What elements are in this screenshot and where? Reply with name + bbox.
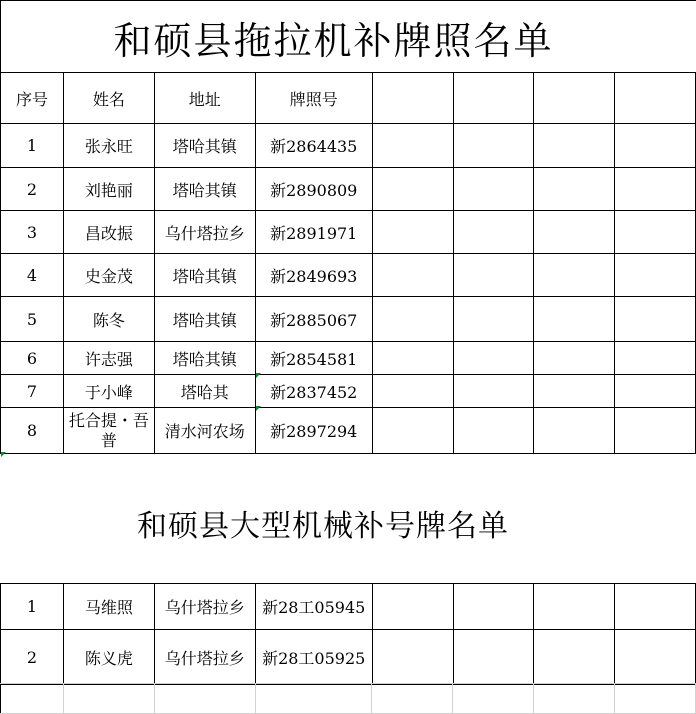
cell-name[interactable]: 昌改振 (63, 211, 154, 254)
cell-error-marker (256, 406, 261, 411)
empty-cell[interactable] (453, 73, 534, 124)
tractor-table (0, 72, 696, 454)
cell-address[interactable]: 乌什塔拉乡 (154, 211, 255, 254)
empty-cell[interactable] (372, 684, 453, 714)
empty-cell[interactable] (453, 630, 534, 685)
cell-address[interactable]: 塔哈其镇 (154, 124, 255, 168)
empty-cell[interactable] (534, 73, 615, 124)
empty-cell[interactable] (615, 408, 696, 454)
table-row (1, 684, 696, 714)
empty-cell[interactable] (615, 684, 696, 714)
empty-cell[interactable] (255, 684, 372, 714)
cell-name[interactable]: 许志强 (63, 342, 154, 375)
table-row (1, 168, 696, 211)
cell-plate[interactable]: 新2864435 (255, 124, 372, 168)
cell-address[interactable]: 塔哈其 (154, 375, 255, 408)
cell-plate[interactable]: 新2885067 (255, 297, 372, 342)
empty-cell[interactable] (615, 124, 696, 168)
empty-cell[interactable] (453, 297, 534, 342)
cell-name[interactable]: 陈义虎 (63, 630, 154, 685)
empty-cell[interactable] (453, 408, 534, 454)
cell-no[interactable]: 3 (1, 211, 64, 254)
cell-plate[interactable]: 新2849693 (255, 254, 372, 297)
empty-cell[interactable] (372, 630, 453, 685)
empty-cell[interactable] (534, 297, 615, 342)
table-row (1, 297, 696, 342)
empty-cell[interactable] (615, 342, 696, 375)
cell-plate[interactable]: 新2854581 (255, 342, 372, 375)
cell-plate[interactable]: 新2897294 (255, 408, 372, 454)
table-row (1, 211, 696, 254)
empty-cell[interactable] (534, 408, 615, 454)
cell-plate[interactable]: 新2890809 (255, 168, 372, 211)
empty-cell[interactable] (372, 73, 453, 124)
header-no[interactable]: 序号 (1, 73, 64, 124)
cell-name[interactable]: 于小峰 (63, 375, 154, 408)
empty-cell[interactable] (615, 375, 696, 408)
empty-cell[interactable] (63, 684, 154, 714)
cell-address[interactable]: 清水河农场 (154, 408, 255, 454)
cell-name[interactable]: 陈冬 (63, 297, 154, 342)
table-row (1, 342, 696, 375)
empty-cell[interactable] (453, 375, 534, 408)
empty-cell[interactable] (453, 124, 534, 168)
empty-cell[interactable] (615, 211, 696, 254)
empty-cell[interactable] (372, 584, 453, 630)
cell-no[interactable]: 1 (1, 584, 64, 630)
cell-plate[interactable]: 新28工05925 (255, 630, 372, 685)
table-row (1, 254, 696, 297)
empty-cell[interactable] (453, 168, 534, 211)
empty-cell[interactable] (372, 342, 453, 375)
empty-cell[interactable] (615, 584, 696, 630)
empty-cell[interactable] (615, 73, 696, 124)
cell-address[interactable]: 乌什塔拉乡 (154, 630, 255, 685)
cell-plate[interactable]: 新2837452 (255, 375, 372, 408)
empty-cell[interactable] (453, 584, 534, 630)
cell-no[interactable]: 1 (1, 124, 64, 168)
table-row (1, 584, 696, 630)
header-name[interactable]: 姓名 (63, 73, 154, 124)
machinery-list-title: 和硕县大型机械补号牌名单 (137, 508, 509, 544)
empty-cell[interactable] (372, 297, 453, 342)
empty-cell[interactable] (615, 297, 696, 342)
empty-cell[interactable] (372, 375, 453, 408)
header-row (1, 73, 696, 124)
empty-cell[interactable] (534, 254, 615, 297)
empty-grid-row (0, 683, 696, 714)
cell-name[interactable]: 史金茂 (63, 254, 154, 297)
cell-name[interactable]: 张永旺 (63, 124, 154, 168)
empty-cell[interactable] (1, 684, 64, 714)
empty-cell[interactable] (453, 254, 534, 297)
machinery-table (0, 583, 696, 685)
empty-cell[interactable] (534, 684, 615, 714)
empty-cell[interactable] (372, 254, 453, 297)
cell-plate[interactable]: 新28工05945 (255, 584, 372, 630)
cell-no[interactable]: 5 (1, 297, 64, 342)
empty-cell[interactable] (534, 211, 615, 254)
empty-cell[interactable] (534, 375, 615, 408)
cell-no[interactable]: 7 (1, 375, 64, 408)
table-row (1, 375, 696, 408)
empty-cell[interactable] (372, 211, 453, 254)
cell-error-marker (256, 373, 261, 378)
cell-address[interactable]: 塔哈其镇 (154, 168, 255, 211)
empty-cell[interactable] (615, 630, 696, 685)
empty-cell[interactable] (615, 168, 696, 211)
cell-no[interactable]: 2 (1, 630, 64, 685)
cell-no[interactable]: 6 (1, 342, 64, 375)
empty-cell[interactable] (372, 124, 453, 168)
empty-cell[interactable] (372, 168, 453, 211)
empty-cell[interactable] (453, 211, 534, 254)
cell-address[interactable]: 塔哈其镇 (154, 254, 255, 297)
empty-cell[interactable] (534, 584, 615, 630)
cell-no[interactable]: 8 (1, 408, 64, 454)
cell-name[interactable]: 马维照 (63, 584, 154, 630)
header-address[interactable]: 地址 (154, 73, 255, 124)
empty-cell[interactable] (534, 342, 615, 375)
empty-cell[interactable] (154, 684, 255, 714)
empty-cell[interactable] (615, 254, 696, 297)
empty-cell[interactable] (453, 684, 534, 714)
cell-address[interactable]: 乌什塔拉乡 (154, 584, 255, 630)
cell-address[interactable]: 塔哈其镇 (154, 297, 255, 342)
header-plate[interactable]: 牌照号 (255, 73, 372, 124)
table-row (1, 124, 696, 168)
empty-cell[interactable] (534, 124, 615, 168)
empty-cell[interactable] (534, 630, 615, 685)
cell-plate[interactable]: 新2891971 (255, 211, 372, 254)
cell-no[interactable]: 2 (1, 168, 64, 211)
cell-no[interactable]: 4 (1, 254, 64, 297)
cell-name[interactable]: 刘艳丽 (63, 168, 154, 211)
table-row (1, 630, 696, 685)
table-row (1, 408, 696, 454)
empty-cell[interactable] (534, 168, 615, 211)
cell-address[interactable]: 塔哈其镇 (154, 342, 255, 375)
empty-cell[interactable] (372, 408, 453, 454)
empty-cell[interactable] (453, 342, 534, 375)
tractor-list-title: 和硕县拖拉机补牌照名单 (0, 0, 696, 73)
cell-name[interactable]: 托合提・吾普 (63, 408, 154, 454)
